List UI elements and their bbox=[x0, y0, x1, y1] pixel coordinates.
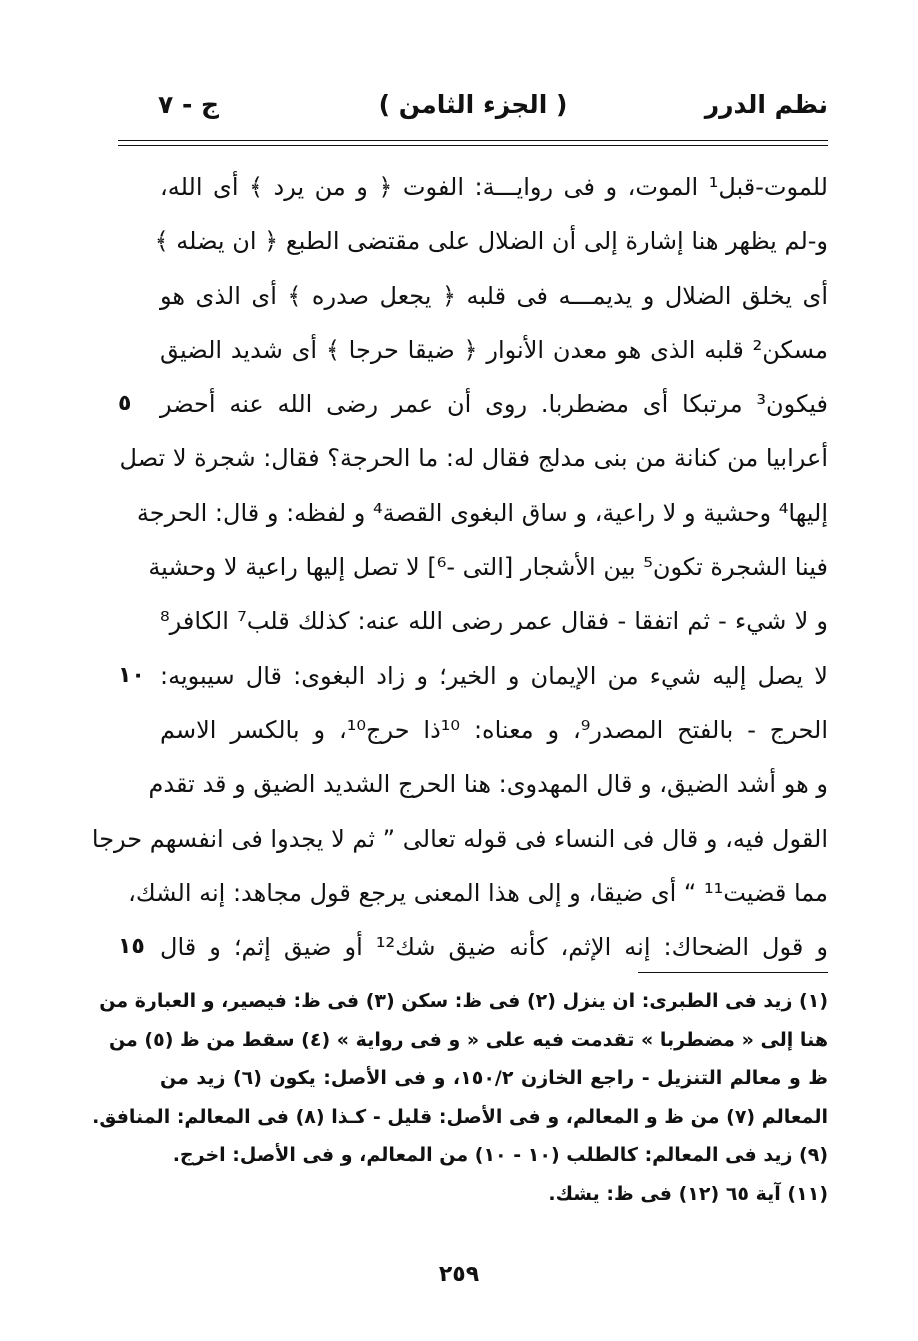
footnote-line: (٩) زيد فى المعالم: كالطلب (١٠ - ١٠) من المعالم، و فى الأصل: اخرج. bbox=[172, 1144, 828, 1166]
footnote-line: هنا إلى « مضطربا » تقدمت فيه على « و فى رواية » (٤) سقط من ظ (٥) من bbox=[108, 1028, 828, 1051]
text-line: و هو أشد الضيق، و قال المهدوى: هنا الحرج الشديد الضيق و قد تقدم bbox=[148, 770, 828, 799]
volume-number: ج - ٧ bbox=[158, 90, 220, 119]
text-line: للموت-قبل¹ الموت، و فى روايـــة: الفوت ﴿ و من يرد ﴾ أى الله، bbox=[160, 173, 828, 201]
text-line: الحرج - بالفتح المصدر⁹، و معناه: ¹⁰ذا حرج¹⁰، و بالكسر الاسم bbox=[160, 715, 828, 744]
text-line: فينا الشجرة تكون⁵ بين الأشجار [التى -⁶] لا تصل إليها راعية لا وحشية bbox=[148, 553, 828, 582]
header-rule-thin bbox=[118, 145, 828, 146]
text-line: و قول الضحاك: إنه الإثم، كأنه ضيق شك¹² أو ضيق إثم؛ و قال bbox=[160, 933, 828, 962]
footnote-line: ظ و معالم التنزيل - راجع الخازن ١٥٠/٢، و فى الأصل: يكون (٦) زيد من bbox=[160, 1067, 829, 1089]
running-header bbox=[118, 80, 828, 130]
line-marker-5: ٥ bbox=[118, 391, 132, 416]
footnote-line: (١) زيد فى الطبرى: ان ينزل (٢) فى ظ: سكن (٣) فى ظ: فيصير، و العبارة من bbox=[99, 990, 828, 1012]
text-line: مما قضيت¹¹ “ أى ضيقا، و إلى هذا المعنى يرجع قول مجاهد: إنه الشك، bbox=[128, 878, 828, 907]
book-title: نظم الدرر bbox=[704, 90, 828, 119]
footnotes bbox=[92, 982, 829, 1213]
text-line: إليها⁴ وحشية و لا راعية، و ساق البغوى القصة⁴ و لفظه: و قال: الحرجة bbox=[136, 498, 828, 527]
footnote-line: (١١) آية ٦٥ (١٢) فى ظ: يشك. bbox=[548, 1182, 828, 1205]
header-rule bbox=[118, 140, 828, 141]
text-line: لا يصل إليه شيء من الإيمان و الخير؛ و زاد البغوى: قال سيبويه: bbox=[160, 661, 828, 690]
text-line: أعرابيا من كنانة من بنى مدلج فقال له: ما الحرجة؟ فقال: شجرة لا تصل bbox=[119, 444, 828, 473]
text-line: مسكن² قلبه الذى هو معدن الأنوار ﴿ ضيقا حرجا ﴾ أى شديد الضيق bbox=[160, 335, 828, 364]
line-marker-15: ١٥ bbox=[118, 934, 145, 959]
footnote-line: المعالم (٧) من ظ و المعالم، و فى الأصل: قليل - كـذا (٨) فى المعالم: المنافق. bbox=[92, 1105, 828, 1128]
volume-label: ( الجزء الثامن ) bbox=[378, 90, 568, 119]
text-line: و لا شيء - ثم اتفقا - فقال عمر رضى الله عنه: كذلك قلب⁷ الكافر⁸ bbox=[160, 607, 829, 636]
text-line: فيكون³ مرتبكا أى مضطربا. روى أن عمر رضى الله عنه أحضر bbox=[160, 390, 828, 419]
footnote-rule bbox=[638, 972, 828, 973]
text-line: أى يخلق الضلال و يديمـــه فى قلبه ﴿ يجعل صدره ﴾ أى الذى هو bbox=[160, 281, 828, 310]
page-number: ٢٥٩ bbox=[438, 1262, 480, 1287]
text-line: و-لم يظهر هنا إشارة إلى أن الضلال على مقتضى الطبع ﴿ ان يضله ﴾ bbox=[154, 227, 828, 256]
line-marker-10: ١٠ bbox=[118, 663, 145, 688]
text-line: القول فيه، و قال فى النساء فى قوله تعالى ” ثم لا يجدوا فى انفسهم حرجا bbox=[91, 824, 828, 853]
